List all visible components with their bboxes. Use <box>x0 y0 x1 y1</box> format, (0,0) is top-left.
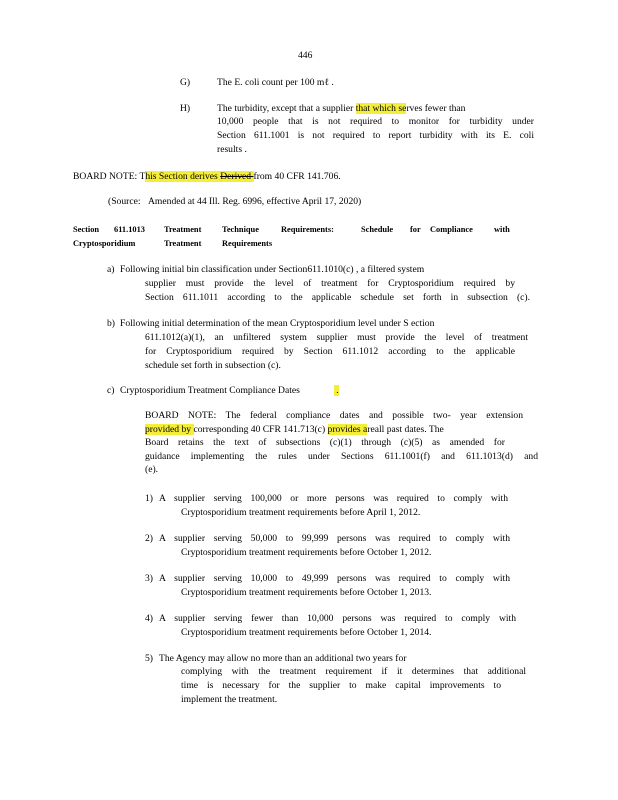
subsection-b-line-2: 611.1012(a)(1), an unfiltered system supplier must provide the level of treatment <box>145 332 528 343</box>
subsection-marker-c: c) <box>107 385 115 396</box>
section-heading-word: with <box>494 225 510 234</box>
highlight: his Section derives <box>145 171 221 182</box>
source-text: Amended at 44 Ill. Reg. 6996, effective April 17, 2020) <box>148 196 362 207</box>
subsection-c-heading: Cryptosporidium Treatment Compliance Dates . <box>120 385 339 396</box>
section-heading-word: Compliance <box>430 225 473 234</box>
item-marker-h: H) <box>180 103 191 114</box>
item-g-text: The E. coli count per 100 mℓ . <box>217 77 334 88</box>
date-item-marker: 3) <box>145 573 153 584</box>
strikethrough-text: Derived <box>220 171 254 182</box>
board-note-2-line-1: BOARD NOTE: The federal compliance dates and possible two- year extension <box>145 410 523 421</box>
item-5-line-4: implement the treatment. <box>181 694 278 705</box>
date-item-line-2: Cryptosporidium treatment requirements before April 1, 2012. <box>181 507 421 518</box>
highlight: . <box>333 385 339 396</box>
date-item-marker: 2) <box>145 533 153 544</box>
item-marker-g: G) <box>180 77 191 88</box>
page-number: 446 <box>298 50 313 61</box>
date-item-marker: 5) <box>145 653 153 664</box>
board-note-2-line-3: Board retains the text of subsections (c)(1) through (c)(5) as amended for <box>145 437 505 448</box>
section-heading-word: Section <box>73 225 100 234</box>
subsection-marker-b: b) <box>107 318 115 329</box>
highlight: provided by <box>145 424 194 435</box>
subsection-marker-a: a) <box>107 264 115 275</box>
source-label: (Source: <box>108 196 141 207</box>
item-5-line-1: The Agency may allow no more than an additional two years for <box>159 653 407 664</box>
date-item-line-1: A supplier serving 50,000 to 99,999 persons was required to comply with <box>159 533 510 544</box>
subsection-b-line-4: schedule set forth in subsection (c). <box>145 360 281 371</box>
section-heading-word: 611.1013 <box>114 225 145 234</box>
item-h-line-2: 10,000 people that is not required to monitor for turbidity under <box>217 116 534 127</box>
date-item-marker: 1) <box>145 493 153 504</box>
date-item-line-1: A supplier serving 100,000 or more persons was required to comply with <box>159 493 508 504</box>
section-heading-word: Treatment <box>164 225 202 234</box>
section-heading-word: Technique <box>222 225 259 234</box>
date-item-line-2: Cryptosporidium treatment requirements before October 1, 2012. <box>181 547 432 558</box>
board-note-1: BOARD NOTE: This Section derives Derived from 40 CFR 141.706. <box>73 171 341 182</box>
section-heading-word: for <box>410 225 421 234</box>
highlight: that which se <box>355 103 407 114</box>
section-heading-word: Treatment <box>164 239 202 248</box>
subsection-b-line-3: for Cryptosporidium required by Section 611.1012 according to the applicable <box>145 346 515 357</box>
date-item-line-2: Cryptosporidium treatment requirements before October 1, 2013. <box>181 587 432 598</box>
item-5-line-3: time is necessary for the supplier to make capital improvements to <box>181 680 501 691</box>
item-h-line-4: results . <box>217 144 247 155</box>
subsection-b-line-1: Following initial determination of the mean Cryptosporidium level under S ection <box>120 318 435 329</box>
section-heading-word: Requirements: <box>281 225 334 234</box>
date-item-line-1: A supplier serving fewer than 10,000 persons was required to comply with <box>159 613 516 624</box>
item-h-line-1: The turbidity, except that a supplier that which serves fewer than <box>217 103 466 114</box>
date-item-marker: 4) <box>145 613 153 624</box>
subsection-a-line-3: Section 611.1011 according to the applicable schedule set forth in subsection (c). <box>145 292 530 303</box>
section-heading-word: Schedule <box>361 225 394 234</box>
board-note-2-line-2: provided by corresponding 40 CFR 141.713(c) provides areall past dates. The <box>145 424 444 435</box>
section-heading-word: Requirements <box>222 239 273 248</box>
board-note-2-line-4: guidance implementing the rules under Sections 611.1001(f) and 611.1013(d) and <box>145 451 538 462</box>
highlight: provides a <box>327 424 368 435</box>
board-note-2-line-5: (e). <box>145 464 159 475</box>
subsection-a-line-1: Following initial bin classification under Section611.1010(c) , a filtered system <box>120 264 425 275</box>
subsection-a-line-2: supplier must provide the level of treatment for Cryptosporidium required by <box>145 278 515 289</box>
date-item-line-1: A supplier serving 10,000 to 49,999 persons was required to comply with <box>159 573 510 584</box>
item-5-line-2: complying with the treatment requirement if it determines that additional <box>181 666 526 677</box>
section-heading-word: Cryptosporidium <box>73 239 136 248</box>
item-h-line-3: Section 611.1001 is not required to report turbidity with its E. coli <box>217 130 534 141</box>
date-item-line-2: Cryptosporidium treatment requirements before October 1, 2014. <box>181 627 432 638</box>
